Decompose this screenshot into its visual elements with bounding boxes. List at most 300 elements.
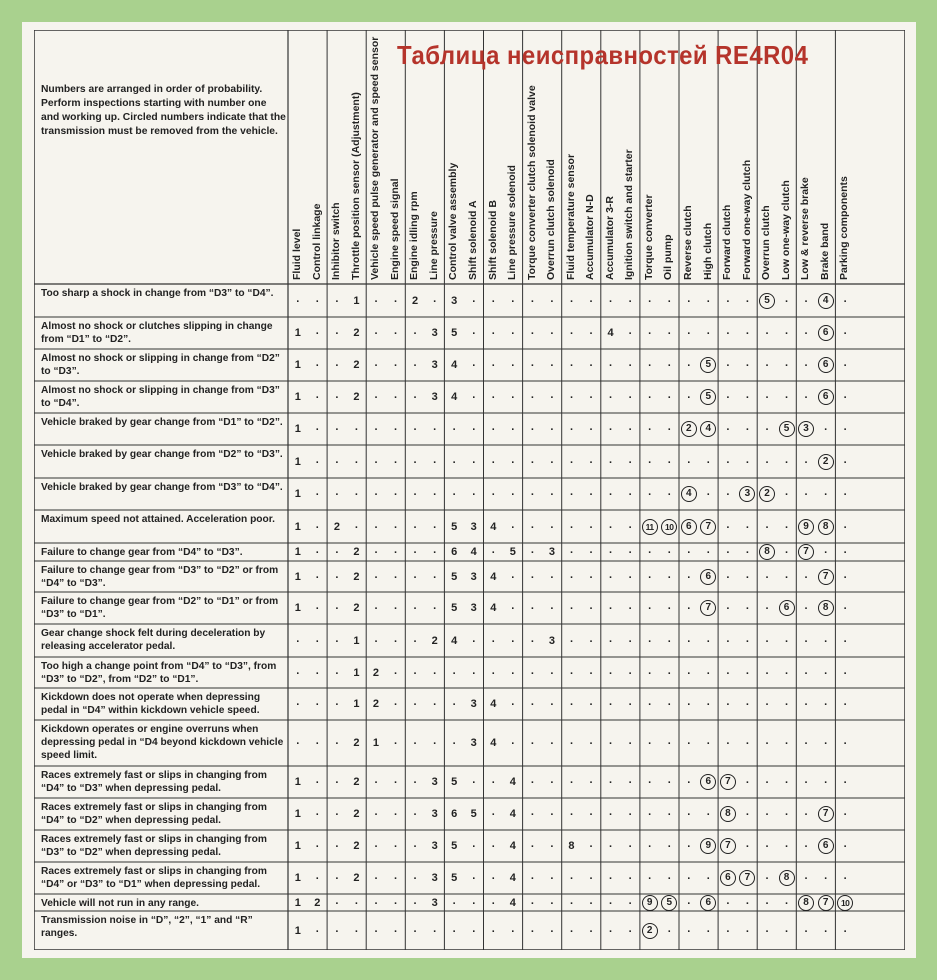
empty-cell-dot: .: [393, 544, 398, 556]
empty-cell-dot: .: [491, 357, 495, 369]
empty-cell-dot: .: [472, 922, 476, 935]
empty-cell-dot: .: [765, 664, 769, 677]
empty-cell-dot: .: [550, 325, 554, 337]
empty-cell-dot: .: [589, 774, 593, 786]
empty-cell-dot: .: [393, 292, 398, 305]
empty-cell-dot: .: [589, 421, 593, 433]
matrix-cell: 1: [294, 327, 301, 339]
empty-cell-dot: .: [550, 389, 554, 401]
matrix-cell: 6: [818, 389, 834, 405]
empty-cell-dot: .: [784, 357, 789, 369]
empty-cell-dot: .: [413, 544, 417, 556]
empty-cell-dot: .: [511, 292, 515, 305]
matrix-cell: 5: [700, 389, 716, 405]
row-label: Races extremely fast or slips in changing from “D4” to “D3” when depressing pedal.: [41, 770, 267, 794]
empty-cell-dot: .: [530, 486, 534, 498]
empty-cell-dot: .: [589, 544, 593, 556]
matrix-cell: 4: [451, 634, 458, 647]
empty-cell-dot: .: [335, 922, 339, 935]
matrix-cell: 1: [353, 666, 360, 679]
empty-cell-dot: .: [687, 735, 691, 747]
empty-cell-dot: .: [315, 544, 319, 556]
empty-cell-dot: .: [706, 922, 710, 935]
matrix-cell: 5: [451, 602, 458, 614]
matrix-cell: 2: [372, 666, 380, 679]
column-header: Engine idling rpm: [408, 191, 421, 280]
empty-cell-dot: .: [726, 453, 730, 466]
empty-cell-dot: .: [706, 292, 710, 305]
empty-cell-dot: .: [354, 421, 358, 433]
empty-cell-dot: .: [824, 922, 828, 935]
empty-cell-dot: .: [804, 632, 808, 645]
matrix-cell: 1: [294, 570, 301, 583]
empty-cell-dot: .: [589, 568, 593, 581]
matrix-cell: 6: [720, 870, 736, 886]
empty-cell-dot: .: [315, 325, 319, 337]
column-header: Overrun clutch: [760, 205, 773, 280]
empty-cell-dot: .: [550, 518, 554, 531]
empty-cell-dot: .: [745, 806, 749, 818]
matrix-cell: 5: [470, 808, 477, 820]
empty-cell-dot: .: [491, 870, 495, 882]
empty-cell-dot: .: [530, 325, 534, 337]
empty-cell-dot: .: [315, 357, 319, 369]
empty-cell-dot: .: [550, 922, 554, 935]
empty-cell-dot: .: [648, 600, 652, 612]
empty-cell-dot: .: [530, 838, 534, 850]
matrix-cell: 4: [490, 737, 497, 749]
column-header: Inhibitor switch: [330, 202, 343, 280]
matrix-cell: 3: [548, 546, 555, 558]
empty-cell-dot: .: [609, 486, 613, 498]
empty-cell-dot: .: [374, 870, 378, 882]
empty-cell-dot: .: [530, 568, 534, 581]
empty-cell-dot: .: [335, 325, 339, 337]
empty-cell-dot: .: [296, 735, 300, 747]
row-label: Races extremely fast or slips in changing from “D4” or “D3” to “D1” when depressing pedal.: [41, 866, 267, 890]
matrix-cell: 9: [798, 519, 814, 535]
empty-cell-dot: .: [354, 518, 358, 531]
empty-cell-dot: .: [472, 838, 476, 850]
row-label: Failure to change gear from “D2” to “D1” or from “D3” to “D1”.: [41, 596, 279, 620]
matrix-cell: 10: [661, 519, 677, 535]
empty-cell-dot: .: [589, 806, 593, 818]
empty-cell-dot: .: [765, 774, 769, 786]
empty-cell-dot: .: [452, 664, 456, 677]
empty-cell-dot: .: [393, 696, 398, 708]
empty-cell-dot: .: [726, 389, 730, 401]
empty-cell-dot: .: [335, 870, 339, 882]
matrix-cell: 3: [451, 294, 458, 307]
empty-cell-dot: .: [374, 544, 378, 556]
empty-cell-dot: .: [530, 600, 534, 612]
empty-cell-dot: .: [491, 632, 495, 645]
empty-cell-dot: .: [804, 922, 808, 935]
matrix-cell: 3: [798, 421, 814, 437]
empty-cell-dot: .: [843, 696, 847, 708]
empty-cell-dot: .: [530, 922, 534, 935]
empty-cell-dot: .: [393, 632, 398, 645]
empty-cell-dot: .: [315, 870, 319, 882]
empty-cell-dot: .: [804, 292, 808, 305]
empty-cell-dot: .: [804, 664, 808, 677]
empty-cell-dot: .: [511, 922, 515, 935]
empty-cell-dot: .: [315, 806, 319, 818]
empty-cell-dot: .: [687, 632, 691, 645]
empty-cell-dot: .: [824, 735, 828, 747]
empty-cell-dot: .: [550, 568, 554, 581]
empty-cell-dot: .: [804, 486, 808, 498]
empty-cell-dot: .: [843, 600, 847, 612]
matrix-cell: 2: [681, 421, 697, 437]
matrix-cell: 3: [431, 327, 438, 339]
empty-cell-dot: .: [335, 774, 339, 786]
empty-cell-dot: .: [569, 544, 573, 556]
empty-cell-dot: .: [452, 453, 456, 466]
empty-cell-dot: .: [706, 544, 710, 556]
matrix-cell: 1: [294, 455, 301, 468]
row-label: Failure to change gear from “D4” to “D3”.: [41, 547, 243, 558]
empty-cell-dot: .: [667, 389, 671, 401]
matrix-cell: 10: [837, 895, 853, 911]
empty-cell-dot: .: [491, 486, 495, 498]
empty-cell-dot: .: [648, 838, 652, 850]
empty-cell-dot: .: [843, 357, 847, 369]
empty-cell-dot: .: [413, 518, 417, 531]
empty-cell-dot: .: [609, 894, 613, 907]
empty-cell-dot: .: [335, 696, 339, 708]
row-label: Maximum speed not attained. Acceleration poor.: [41, 514, 275, 525]
empty-cell-dot: .: [609, 870, 613, 882]
matrix-cell: 2: [431, 634, 438, 647]
matrix-cell: 4: [509, 896, 516, 909]
column-header: Reverse clutch: [682, 205, 694, 280]
empty-cell-dot: .: [667, 486, 671, 498]
matrix-cell: 2: [353, 602, 360, 614]
empty-cell-dot: .: [413, 806, 417, 818]
empty-cell-dot: .: [393, 486, 398, 498]
empty-cell-dot: .: [472, 894, 476, 907]
empty-cell-dot: .: [765, 421, 769, 433]
empty-cell-dot: .: [452, 421, 456, 433]
empty-cell-dot: .: [726, 421, 730, 433]
empty-cell-dot: .: [550, 421, 554, 433]
empty-cell-dot: .: [628, 568, 632, 581]
column-header: Throttle position sensor (Adjustment): [349, 92, 362, 280]
empty-cell-dot: .: [784, 632, 789, 645]
empty-cell-dot: .: [726, 735, 730, 747]
empty-cell-dot: .: [374, 325, 378, 337]
empty-cell-dot: .: [628, 632, 632, 645]
empty-cell-dot: .: [569, 696, 573, 708]
empty-cell-dot: .: [667, 421, 671, 433]
empty-cell-dot: .: [804, 838, 808, 850]
empty-cell-dot: .: [843, 518, 847, 531]
empty-cell-dot: .: [784, 696, 789, 708]
empty-cell-dot: .: [413, 838, 417, 850]
matrix-cell: 2: [372, 698, 380, 710]
empty-cell-dot: .: [824, 870, 828, 882]
empty-cell-dot: .: [354, 486, 358, 498]
empty-cell-dot: .: [393, 421, 398, 433]
empty-cell-dot: .: [393, 600, 398, 612]
empty-cell-dot: .: [413, 453, 417, 466]
matrix-cell: 4: [490, 570, 497, 583]
empty-cell-dot: .: [648, 774, 652, 786]
empty-cell-dot: .: [628, 838, 632, 850]
matrix-cell: 7: [720, 838, 736, 854]
empty-cell-dot: .: [687, 774, 691, 786]
empty-cell-dot: .: [413, 632, 417, 645]
column-header: Accumulator 3-R: [603, 195, 616, 280]
empty-cell-dot: .: [726, 544, 730, 556]
empty-cell-dot: .: [843, 774, 847, 786]
empty-cell-dot: .: [491, 894, 495, 907]
empty-cell-dot: .: [745, 632, 749, 645]
empty-cell-dot: .: [315, 600, 319, 612]
empty-cell-dot: .: [648, 568, 652, 581]
empty-cell-dot: .: [315, 389, 319, 401]
empty-cell-dot: .: [745, 600, 749, 612]
empty-cell-dot: .: [374, 806, 378, 818]
empty-cell-dot: .: [667, 453, 671, 466]
empty-cell-dot: .: [628, 600, 632, 612]
empty-cell-dot: .: [745, 421, 749, 433]
empty-cell-dot: .: [784, 453, 789, 466]
matrix-cell: 1: [294, 488, 301, 500]
matrix-cell: 8: [720, 806, 736, 822]
column-header: Control linkage: [310, 203, 323, 280]
empty-cell-dot: .: [589, 518, 593, 531]
matrix-cell: 1: [294, 546, 301, 558]
matrix-cell: 2: [818, 454, 834, 470]
empty-cell-dot: .: [628, 518, 632, 531]
empty-cell-dot: .: [589, 696, 593, 708]
empty-cell-dot: .: [413, 696, 417, 708]
empty-cell-dot: .: [511, 357, 515, 369]
matrix-cell: 5: [779, 421, 795, 437]
empty-cell-dot: .: [706, 735, 710, 747]
empty-cell-dot: .: [374, 292, 378, 305]
empty-cell-dot: .: [824, 544, 828, 556]
empty-cell-dot: .: [511, 518, 515, 531]
empty-cell-dot: .: [804, 735, 808, 747]
empty-cell-dot: .: [765, 357, 769, 369]
empty-cell-dot: .: [804, 389, 808, 401]
empty-cell-dot: .: [726, 518, 730, 531]
empty-cell-dot: .: [569, 421, 573, 433]
empty-cell-dot: .: [628, 735, 632, 747]
empty-cell-dot: .: [824, 664, 828, 677]
empty-cell-dot: .: [589, 922, 593, 935]
empty-cell-dot: .: [511, 568, 515, 581]
empty-cell-dot: .: [511, 486, 515, 498]
empty-cell-dot: .: [393, 894, 398, 907]
empty-cell-dot: .: [589, 389, 593, 401]
matrix-cell: 3: [470, 698, 477, 710]
empty-cell-dot: .: [452, 922, 456, 935]
empty-cell-dot: .: [609, 696, 613, 708]
column-header: Low one-way clutch: [779, 180, 792, 280]
empty-cell-dot: .: [804, 357, 808, 369]
empty-cell-dot: .: [843, 838, 847, 850]
empty-cell-dot: .: [335, 806, 339, 818]
empty-cell-dot: .: [335, 486, 339, 498]
empty-cell-dot: .: [354, 453, 358, 466]
row-label: Failure to change gear from “D3” to “D2” or from “D4” to “D3”.: [41, 565, 279, 589]
empty-cell-dot: .: [452, 696, 456, 708]
column-header: Overrun clutch solenoid: [545, 159, 558, 280]
empty-cell-dot: .: [726, 922, 730, 935]
empty-cell-dot: .: [687, 838, 691, 850]
empty-cell-dot: .: [511, 735, 515, 747]
empty-cell-dot: .: [393, 774, 398, 786]
empty-cell-dot: .: [648, 357, 652, 369]
empty-cell-dot: .: [315, 453, 319, 466]
matrix-cell: 6: [700, 774, 716, 790]
empty-cell-dot: .: [335, 389, 339, 401]
empty-cell-dot: .: [706, 806, 710, 818]
empty-cell-dot: .: [296, 664, 300, 677]
empty-cell-dot: .: [569, 870, 573, 882]
matrix-cell: 6: [779, 600, 795, 616]
empty-cell-dot: .: [530, 870, 534, 882]
empty-cell-dot: .: [648, 421, 652, 433]
empty-cell-dot: .: [374, 357, 378, 369]
empty-cell-dot: .: [335, 735, 339, 747]
matrix-cell: 5: [661, 895, 677, 911]
empty-cell-dot: .: [784, 518, 789, 531]
matrix-cell: 3: [431, 391, 438, 403]
empty-cell-dot: .: [667, 632, 671, 645]
empty-cell-dot: .: [667, 325, 671, 337]
row-label: Vehicle braked by gear change from “D3” to “D4”.: [41, 482, 283, 493]
empty-cell-dot: .: [550, 870, 554, 882]
empty-cell-dot: .: [354, 922, 358, 935]
matrix-cell: 8: [568, 840, 575, 852]
empty-cell-dot: .: [687, 389, 691, 401]
empty-cell-dot: .: [530, 894, 534, 907]
matrix-cell: 8: [818, 600, 834, 616]
empty-cell-dot: .: [589, 486, 593, 498]
matrix-cell: 3: [431, 776, 438, 788]
empty-cell-dot: .: [843, 870, 847, 882]
matrix-cell: 5: [451, 327, 458, 339]
empty-cell-dot: .: [628, 806, 632, 818]
empty-cell-dot: .: [843, 922, 847, 935]
matrix-cell: 8: [798, 895, 814, 911]
empty-cell-dot: .: [609, 632, 613, 645]
empty-cell-dot: .: [784, 735, 789, 747]
empty-cell-dot: .: [452, 486, 456, 498]
empty-cell-dot: .: [628, 774, 632, 786]
empty-cell-dot: .: [569, 632, 573, 645]
empty-cell-dot: .: [530, 806, 534, 818]
empty-cell-dot: .: [726, 600, 730, 612]
matrix-cell: 1: [294, 776, 301, 788]
matrix-cell: 1: [294, 359, 301, 371]
empty-cell-dot: .: [491, 544, 495, 556]
matrix-cell: 4: [451, 359, 458, 371]
matrix-cell: 4: [490, 602, 497, 614]
empty-cell-dot: .: [550, 735, 554, 747]
empty-cell-dot: .: [726, 568, 730, 581]
empty-cell-dot: .: [745, 774, 749, 786]
empty-cell-dot: .: [804, 774, 808, 786]
empty-cell-dot: .: [550, 486, 554, 498]
empty-cell-dot: .: [726, 894, 730, 907]
matrix-cell: 3: [739, 486, 755, 502]
empty-cell-dot: .: [315, 735, 319, 747]
empty-cell-dot: .: [726, 632, 730, 645]
empty-cell-dot: .: [569, 664, 573, 677]
row-label: Kickdown does not operate when depressing pedal in “D4” within kickdown vehicle speed.: [41, 692, 261, 716]
matrix-cell: 4: [509, 840, 516, 852]
empty-cell-dot: .: [784, 806, 789, 818]
empty-cell-dot: .: [393, 568, 398, 581]
column-header: Torque converter clutch solenoid valve: [525, 85, 538, 280]
empty-cell-dot: .: [784, 922, 789, 935]
matrix-cell: 2: [353, 776, 360, 788]
empty-cell-dot: .: [550, 292, 554, 305]
matrix-cell: 2: [353, 840, 360, 852]
row-label: Kickdown operates or engine overruns when depressing pedal in “D4 beyond kickdown vehicle speed limit.: [41, 724, 284, 761]
empty-cell-dot: .: [628, 325, 632, 337]
empty-cell-dot: .: [374, 894, 378, 907]
empty-cell-dot: .: [687, 544, 691, 556]
row-label: Almost no shock or slipping in change from “D3” to “D4”.: [41, 385, 280, 409]
empty-cell-dot: .: [843, 664, 847, 677]
empty-cell-dot: .: [530, 664, 534, 677]
empty-cell-dot: .: [433, 664, 437, 677]
matrix-cell: 8: [779, 870, 795, 886]
matrix-cell: 1: [353, 634, 360, 647]
empty-cell-dot: .: [472, 292, 476, 305]
matrix-cell: 5: [759, 293, 775, 309]
empty-cell-dot: .: [687, 922, 691, 935]
empty-cell-dot: .: [706, 453, 710, 466]
row-label: Races extremely fast or slips in changing from “D3” to “D2” when depressing pedal.: [41, 834, 267, 858]
empty-cell-dot: .: [569, 894, 573, 907]
matrix-cell: 6: [818, 357, 834, 373]
empty-cell-dot: .: [433, 292, 437, 305]
column-header: Line pressure: [427, 211, 440, 280]
empty-cell-dot: .: [472, 664, 476, 677]
empty-cell-dot: .: [667, 806, 671, 818]
empty-cell-dot: .: [550, 600, 554, 612]
empty-cell-dot: .: [765, 389, 769, 401]
empty-cell-dot: .: [413, 894, 417, 907]
empty-cell-dot: .: [491, 806, 495, 818]
empty-cell-dot: .: [765, 735, 769, 747]
empty-cell-dot: .: [335, 453, 339, 466]
empty-cell-dot: .: [511, 453, 515, 466]
empty-cell-dot: .: [667, 664, 671, 677]
empty-cell-dot: .: [648, 486, 652, 498]
empty-cell-dot: .: [843, 806, 847, 818]
empty-cell-dot: .: [765, 518, 769, 531]
empty-cell-dot: .: [374, 632, 378, 645]
page-title: Таблица неисправностей RE4R04: [397, 40, 809, 70]
empty-cell-dot: .: [726, 357, 730, 369]
empty-cell-dot: .: [745, 568, 749, 581]
empty-cell-dot: .: [452, 894, 456, 907]
empty-cell-dot: .: [550, 357, 554, 369]
empty-cell-dot: .: [491, 922, 495, 935]
empty-cell-dot: .: [745, 518, 749, 531]
column-header: Engine speed signal: [388, 178, 401, 280]
empty-cell-dot: .: [609, 453, 613, 466]
